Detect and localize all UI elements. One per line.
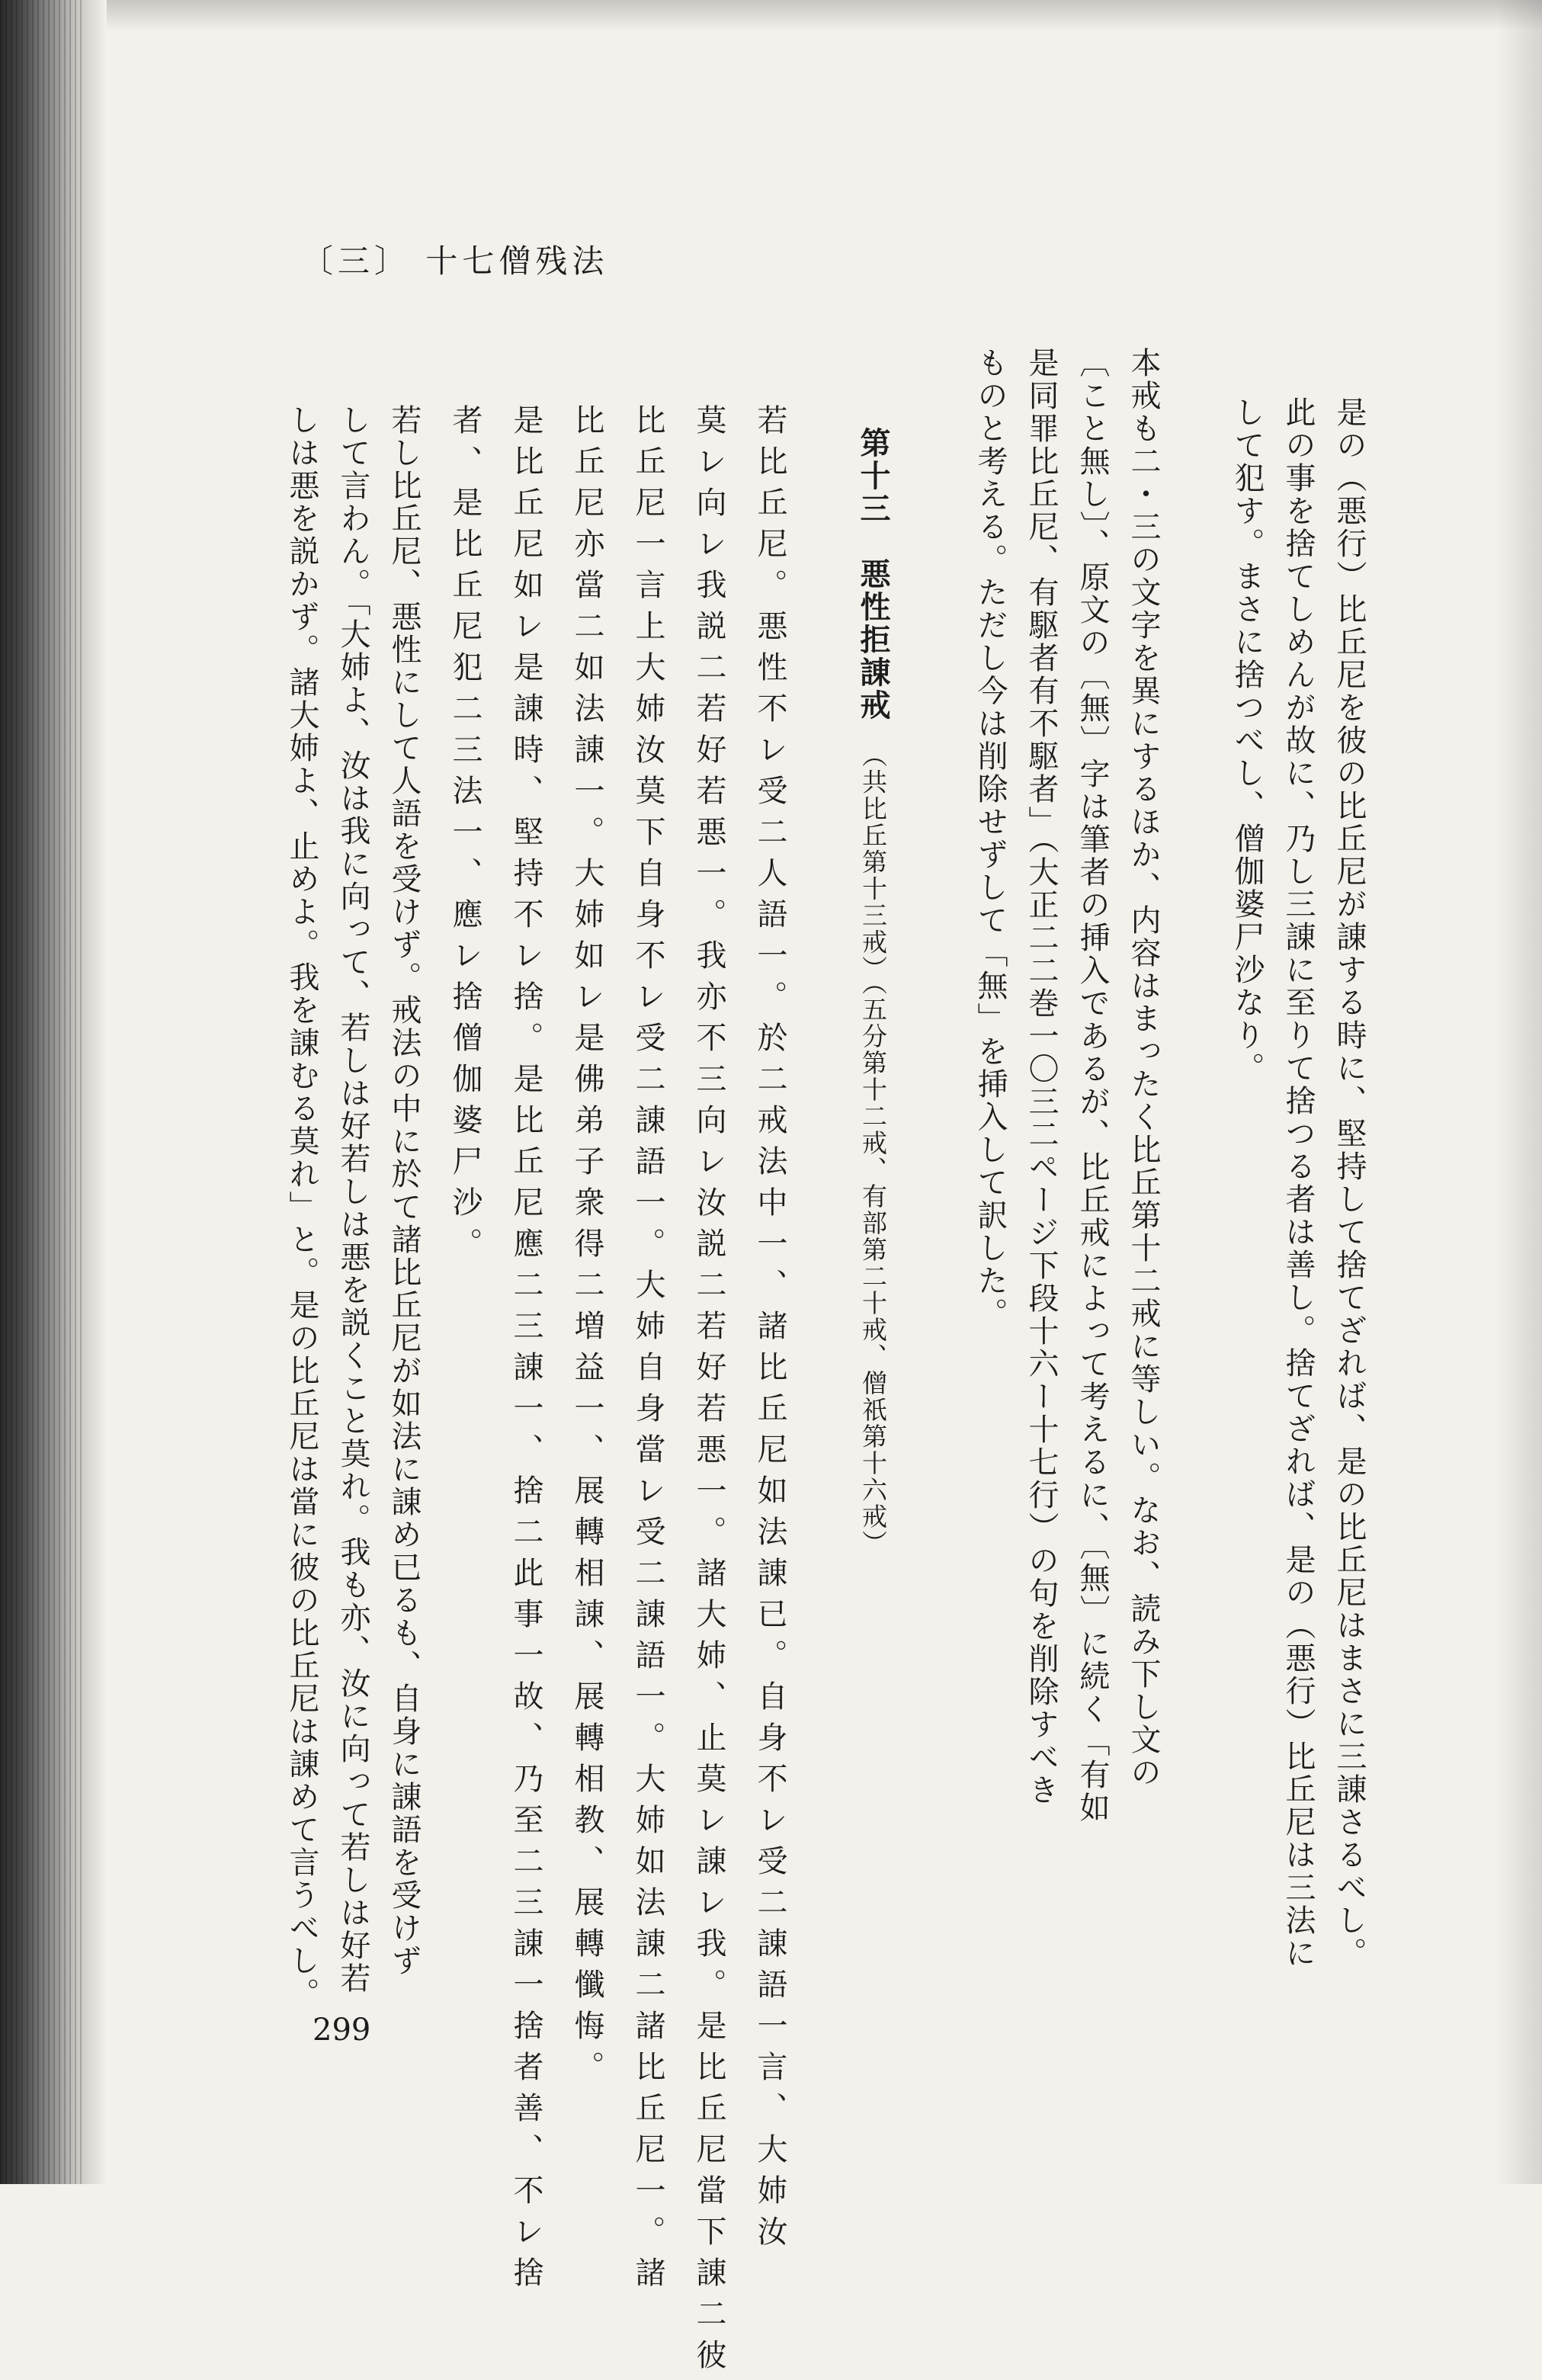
text-column-6: 是同罪比丘尼、有駆者有不駆者」（大正二二巻一〇三二ページ下段十六ー十七行）の句を削除すべき xyxy=(1024,347,1059,1807)
heading-space xyxy=(855,525,891,558)
kanbun-column-6: 者、是比丘尼犯二三法一、應レ捨僧伽婆尸沙。 xyxy=(447,404,482,1269)
translation-column-2: して言わん。「大姉よ、汝は我に向って、若しは好若しは悪を説くこと莫れ。我も亦、汝に向って若しは好若 xyxy=(335,404,370,1995)
kanbun-column-5: 是比丘尼如レ是諌時、堅持不レ捨。是比丘尼應二三諌一、捨二此事一故、乃至二三諌一捨者善、不レ捨 xyxy=(508,404,543,2298)
right-edge-shadow xyxy=(1496,0,1542,2184)
section-title: 悪性拒諌戒 xyxy=(855,558,891,722)
top-edge-shadow xyxy=(107,0,1542,30)
section-heading xyxy=(854,427,892,2104)
translation-column-1: 若し比丘尼、悪性にして人語を受けず。戒法の中に於て諸比丘尼が如法に諌め已るも、自身に諌語を受けず xyxy=(386,404,422,1977)
text-column-3: して犯す。まさに捨つべし、僧伽婆尸沙なり。 xyxy=(1229,396,1265,1085)
section-number: 第十三 xyxy=(855,427,891,525)
text-column-4: 本戒も二・三の文字を異にするほか、内容はまったく比丘第十二戒に等しい。なお、読み下し文の xyxy=(1126,347,1161,1789)
text-column-7: ものと考える。ただし今は削除せずして「無」を挿入して訳した。 xyxy=(973,347,1008,1330)
running-header: 〔三〕 十七僧残法 xyxy=(301,242,609,280)
kanbun-column-3: 比丘尼一言上大姉汝莫下自身不レ受二諌語一。大姉自身當レ受二諌語一。大姉如法諌二諸比丘尼一。諸 xyxy=(630,404,665,2298)
heading-space-2 xyxy=(855,722,891,755)
page-number: 299 xyxy=(313,2013,371,2048)
translation-column-3: しは悪を説かず。諸大姉よ、止めよ。我を諌むる莫れ」と。是の比丘尼は當に彼の比丘尼は諌めて言うべし。 xyxy=(284,404,319,2010)
kanbun-column-2: 莫レ向レ我説二若好若悪一。我亦不三向レ汝説二若好若悪一。諸大姉、止莫レ諌レ我。是比丘尼當下諌二彼 xyxy=(691,404,726,2380)
section-note: （共比丘第十三戒）（五分第十二戒、有部第二十戒、僧祇第十六戒） xyxy=(858,755,888,1557)
text-column-1: 是の（悪行）比丘尼を彼の比丘尼が諌する時に、堅持して捨てざれば、是の比丘尼はまさに三諌さるべし。 xyxy=(1332,396,1367,1970)
kanbun-column-1: 若比丘尼。悪性不レ受二人語一。於二戒法中一、諸比丘尼如法諌已。自身不レ受二諌語一言、大姉汝 xyxy=(752,404,787,2257)
text-column-2: 此の事を捨てしめんが故に、乃し三諌に至りて捨つる者は善し。捨てざれば、是の（悪行）比丘尼は三法に xyxy=(1281,396,1316,1970)
page-edge-lines xyxy=(0,0,84,2184)
text-column-5: 〔こと無し〕、原文の〔無〕字は筆者の挿入であるが、比丘戒によって考えるに、〔無〕に続く「有如 xyxy=(1075,347,1110,1824)
kanbun-column-4: 比丘尼亦當二如法諌一。大姉如レ是佛弟子衆得二増益一、展轉相諌、展轉相教、展轉懺悔。 xyxy=(569,404,604,2092)
